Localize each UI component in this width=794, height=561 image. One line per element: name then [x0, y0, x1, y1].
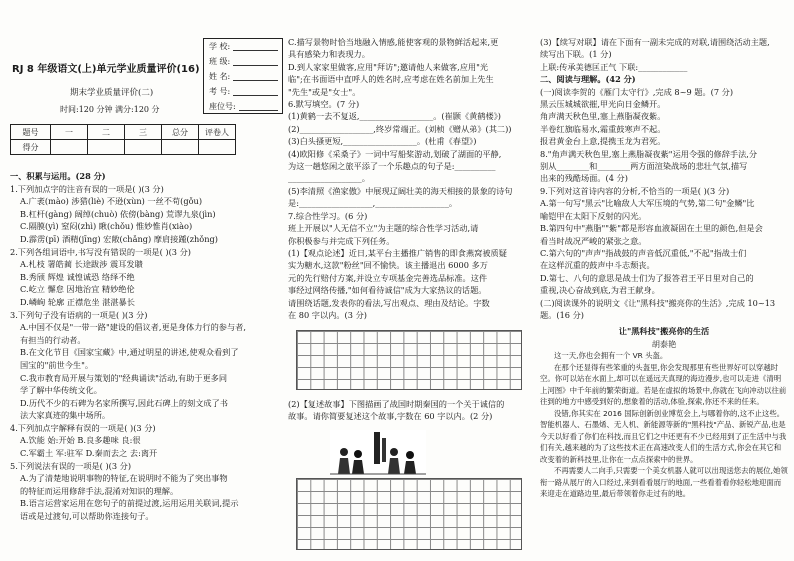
poem-line: 黑云压城城欲摧,甲光向日金鳞开。 [540, 99, 666, 110]
question-text: (3)【续写对联】请在下面有一副未完成的对联,请围绕活动主题, [540, 37, 770, 47]
question-8: 8."角声满天秋色里,塞上燕脂凝夜紫"运用令强的修辞手法,分 [540, 148, 758, 159]
question-3: 3.下列句子没有语病的一项是( )(3 分) [10, 309, 148, 320]
option: A.为了清楚地说明事物的特征,在说明时不能为了突出事物 [20, 473, 228, 484]
score-table [10, 124, 236, 155]
reading-intro: 题。(16 分) [540, 309, 584, 320]
question-text: 实为糖水,这款"粉丝"回不愉快。该主播退出 6000 多万 [288, 260, 488, 271]
essay-paragraph: 没错,你其实在 2016 国际创新创业博览会上,与哪着你的,这不止这些。智能机器人、石墨烯、无人机、新能源等新的"黑科技"产品、新锐产品,也是今天以好看了你们在科技,而且它们之中还更有不少已经用到了正生活中与我们有关,越来越的为了这些技术正在高速改变人们的生活方式,你会在其它和改变着的新科技里,让你在一点点探索中的世界。 [540, 408, 787, 464]
option: C.描写景物时恰当地融入情感,能使客观的景物鲜活起来,更 [288, 37, 499, 47]
option: D.历代不少的石碑为名家所撰写,因此石碑上的刻文成了书 [20, 397, 228, 408]
school-field[interactable]: 学 校: [204, 39, 282, 54]
option: 国宝的"前世今生"。 [20, 359, 94, 370]
question-2: 2.下列各组词语中,书写没有错误的一项是( )(3 分) [10, 246, 191, 257]
question-7: 7.综合性学习。(6 分) [288, 210, 368, 221]
reading-intro: (一)阅读李贺的《雁门太守行》,完成 8~9 题。(7 分) [540, 86, 734, 97]
option: 重视,决心奋战到底,为君王献身。 [540, 285, 660, 296]
section-heading: 一、积累与运用。(28 分) [10, 171, 106, 181]
essay-paragraph: 这一天,你也会拥有一个 VR 头盔。 [554, 351, 668, 361]
column-2-retell [288, 398, 536, 423]
option: "先生"或是"女士"。 [288, 86, 361, 97]
poem-line: 半卷红旗临易水,霜重鼓寒声不起。 [540, 123, 666, 134]
option: 具有感染力和表现力。 [288, 49, 370, 60]
poem-line: 角声满天秋色里,塞上燕脂凝夜紫。 [540, 111, 666, 122]
question-text: 故事。请你简要复述这个故事,字数在 60 字以内。(2 分) [288, 411, 493, 422]
option: C.第六句的"声声"指战鼓的声音低沉重低,"不起"指战士们 [540, 247, 747, 258]
question-1: 1.下列加点字的注音有误的一项是( )(3 分) [10, 183, 164, 194]
question-5: 5.下列说法有误的一项是( )(3 分) [10, 460, 132, 471]
answer-grid-opinion[interactable] [296, 330, 522, 390]
option: 的特征而运用修辞手法,混淆对知识的理解。 [20, 485, 179, 496]
question-4: 4.下列加点字解释有误的一项是( )(3 分) [10, 422, 156, 433]
fill-blank[interactable]: (2)__________________,终岁常端正。(刘桢《赠从弟》(其二)) [288, 123, 512, 134]
question-text: 续写出下联。(1 分) [540, 49, 612, 60]
section-heading: 二、阅读与理解。(42 分) [540, 74, 636, 85]
option: B.语言运营家运用在您句子的前提过渡,运用运用关联词,提示 [20, 498, 239, 509]
fill-blank[interactable]: (1)黄鹤一去不复返,__________________。(崔颢《黄鹤楼》) [288, 111, 501, 122]
paper-title: RJ 8 年级语文(上)单元学业质量评价(16) [12, 64, 200, 75]
option: 语或是过渡句,可以帮助你连接句子。 [20, 511, 154, 522]
option: D.第七、八句的意思是战士们为了报答君王平日里对自己的 [540, 272, 754, 283]
option: C.屹立 懈怠 因地治宜 精妙绝伦 [20, 284, 135, 295]
option: B.杠杆(gàng) 阔绰(chuò) 依傍(bàng) 荒谬九泉(jìn) [20, 208, 216, 219]
option: D.嶙峋 轮廓 正襟危坐 湛湛暴长 [20, 296, 135, 307]
option: B.秀颀 辉煌 诚惶诚恐 络绎不绝 [20, 271, 135, 282]
question-text: 班上开展以"人无信不立"为主题的综合性学习活动,请 [288, 223, 479, 234]
option: 有担当的行动者。 [20, 334, 86, 345]
couplet-line[interactable]: 上联:传承美德匡正气 下联:____________ [540, 61, 688, 72]
essay-paragraph: 在那个还显得有些笨重的头盔里,你会发现那里有些世界好可以穿越时空。你可以站在水面上,却可以在遥远天真现的海边漫步,也可以走进《清明上河图》中千年前的繁荣街道。若是在虚拟的场景中,你就在飞向冲动以往前往到的地方中感受到好的,想象着的活动,体验,探索,你还不来的任来。 [540, 362, 787, 407]
question-text: (2)【复述故事】下图描画了战国时期秦国的一个关于诚信的 [288, 399, 505, 409]
option: 法大家真迹的集中场所。 [20, 410, 111, 421]
question-text: (1)【观点论述】近日,某平台主播推广销售的即食燕窝被质疑 [288, 247, 507, 258]
story-illustration [330, 430, 426, 476]
fill-blank[interactable]: 为这一趟悠闲之旅平添了一个乐趣点的句子是:__________ [288, 161, 496, 172]
option: A.饮能 始:开始 B.良多趣味 良:很 [20, 435, 141, 446]
question-text: 你积极参与并完成下列任务。 [288, 235, 395, 246]
column-1-body [10, 170, 278, 523]
option: C.我市教育局开展与策划的"经典诵读"活动,有助于更多同 [20, 372, 228, 383]
score-table-header-row: 题号 一 二 三 总分 评卷人 [11, 125, 236, 140]
option: A.札枝 署皓蔺 长途跋涉 震耳发聩 [20, 259, 143, 270]
option: A.第一句写"黑云"比喻敌人大军压境的气势,第二句"金鳞"比 [540, 198, 755, 209]
answer-grid-retell[interactable] [296, 478, 522, 550]
column-2-body [288, 36, 536, 321]
option: 在这样沉重的鼓声中斗志颓丧。 [540, 260, 655, 271]
option: D.霹雳(pī) 酒精(jīng) 宏敞(chǎng) 摩肩接踵(zhǒng) [20, 233, 218, 244]
column-3-body [540, 36, 788, 500]
question-9: 9.下列对这首诗内容的分析,不恰当的一项是( )(3 分) [540, 185, 730, 196]
option: 学了解中华传统文化。 [20, 385, 102, 396]
fill-blank: (4)欧阳修《采桑子》一词中写船桨游动,划破了湖面的平静, [288, 148, 502, 159]
option: C.军霸土 军:驻军 D.秦而去之 去:离开 [20, 448, 158, 459]
question-text: 出来的残酷场面。(4 分) [540, 173, 628, 184]
fill-blank[interactable]: __________________。 [288, 173, 370, 184]
seat-number-field[interactable]: 座位号: [204, 99, 282, 114]
option: C.隔膜(yì) 窒闷(zhì) 瞅(chǒu) 惟妙惟肖(xiào) [20, 221, 193, 232]
fill-blank: (5)李清照《渔家傲》中展现辽阔壮美的海天相接的景象的诗句 [288, 185, 513, 196]
time-and-score-line: 时间:120 分钟 满分:120 分 [60, 105, 160, 114]
class-field[interactable]: 班 级: [204, 54, 282, 69]
option: B.第四句中"燕脂""紫"都是形容血液凝固在土里的颜色,但是会 [540, 223, 763, 234]
reading-intro: (二)阅读课外的说明文《让"黑科技"搬亮你的生活》,完成 10~13 [540, 297, 776, 308]
question-text: 在 80 字以内。(3 分) [288, 309, 367, 320]
essay-author: 胡泰艳 [651, 338, 677, 349]
essay-title: 让"黑科技"搬亮你的生活 [618, 326, 710, 337]
option: D.到人家家里做客,应用"拜访";邀请他人来做客,应用"光 [288, 61, 489, 72]
question-6: 6.默写填空。(7 分) [288, 99, 360, 110]
option: A.广袤(mào) 涉猎(liè) 不逊(xùn) 一丝不苟(gǒu) [20, 196, 203, 207]
question-text: 事经过网络传播,"如何看待诚信"成为大家热议的话题。 [288, 285, 487, 296]
option: 喻铠甲在太阳下反射的闪光。 [540, 210, 647, 221]
name-field[interactable]: 姓 名: [204, 69, 282, 84]
question-text: 元的先行赔付方案,并设立专项基金完善选品标准。这件 [288, 272, 488, 283]
fill-blank[interactable]: 是:__________________,__________________。 [288, 198, 458, 209]
question-text: 请围绕话题,发表你的看法,写出观点、理由及结论。字数 [288, 297, 490, 308]
exam-number-field[interactable]: 考 号: [204, 84, 282, 99]
fill-blank[interactable]: 别从________和________两方面渲染战场的悲壮气氛,描写 [540, 161, 748, 172]
student-info-box [203, 38, 283, 114]
essay-body [540, 350, 788, 500]
fill-blank[interactable]: (3)白头搔更短,__________________。(杜甫《春望》) [288, 136, 477, 147]
option: A.中国不仅是"一带一路"建设的倡议者,更是身体力行的参与者, [20, 322, 246, 333]
paper-subtitle: 期末学业质量评价(二) [70, 88, 154, 98]
essay-paragraph: 不再需要人二向手,只需要一个美女机器人就可以出现送您去的展位,她领衔一路从展厅的入口经过,来到看看展厅的地面,一些看着看你轻松地迎面而来迎走在道路边里,最后带领着你走过有的地。 [540, 466, 788, 499]
option: B.在文化节目《国家宝藏》中,通过明星的讲述,使观众看到了 [20, 347, 239, 358]
option: 临";在书面语中直呼人的姓名时,应考虑在姓名前加上先生 [288, 74, 494, 85]
poem-line: 报君黄金台上意,提携玉龙为君死。 [540, 136, 666, 147]
option: 看当时战况严峻的紧张之意。 [540, 235, 647, 246]
score-table-score-row: 得分 [11, 140, 236, 155]
